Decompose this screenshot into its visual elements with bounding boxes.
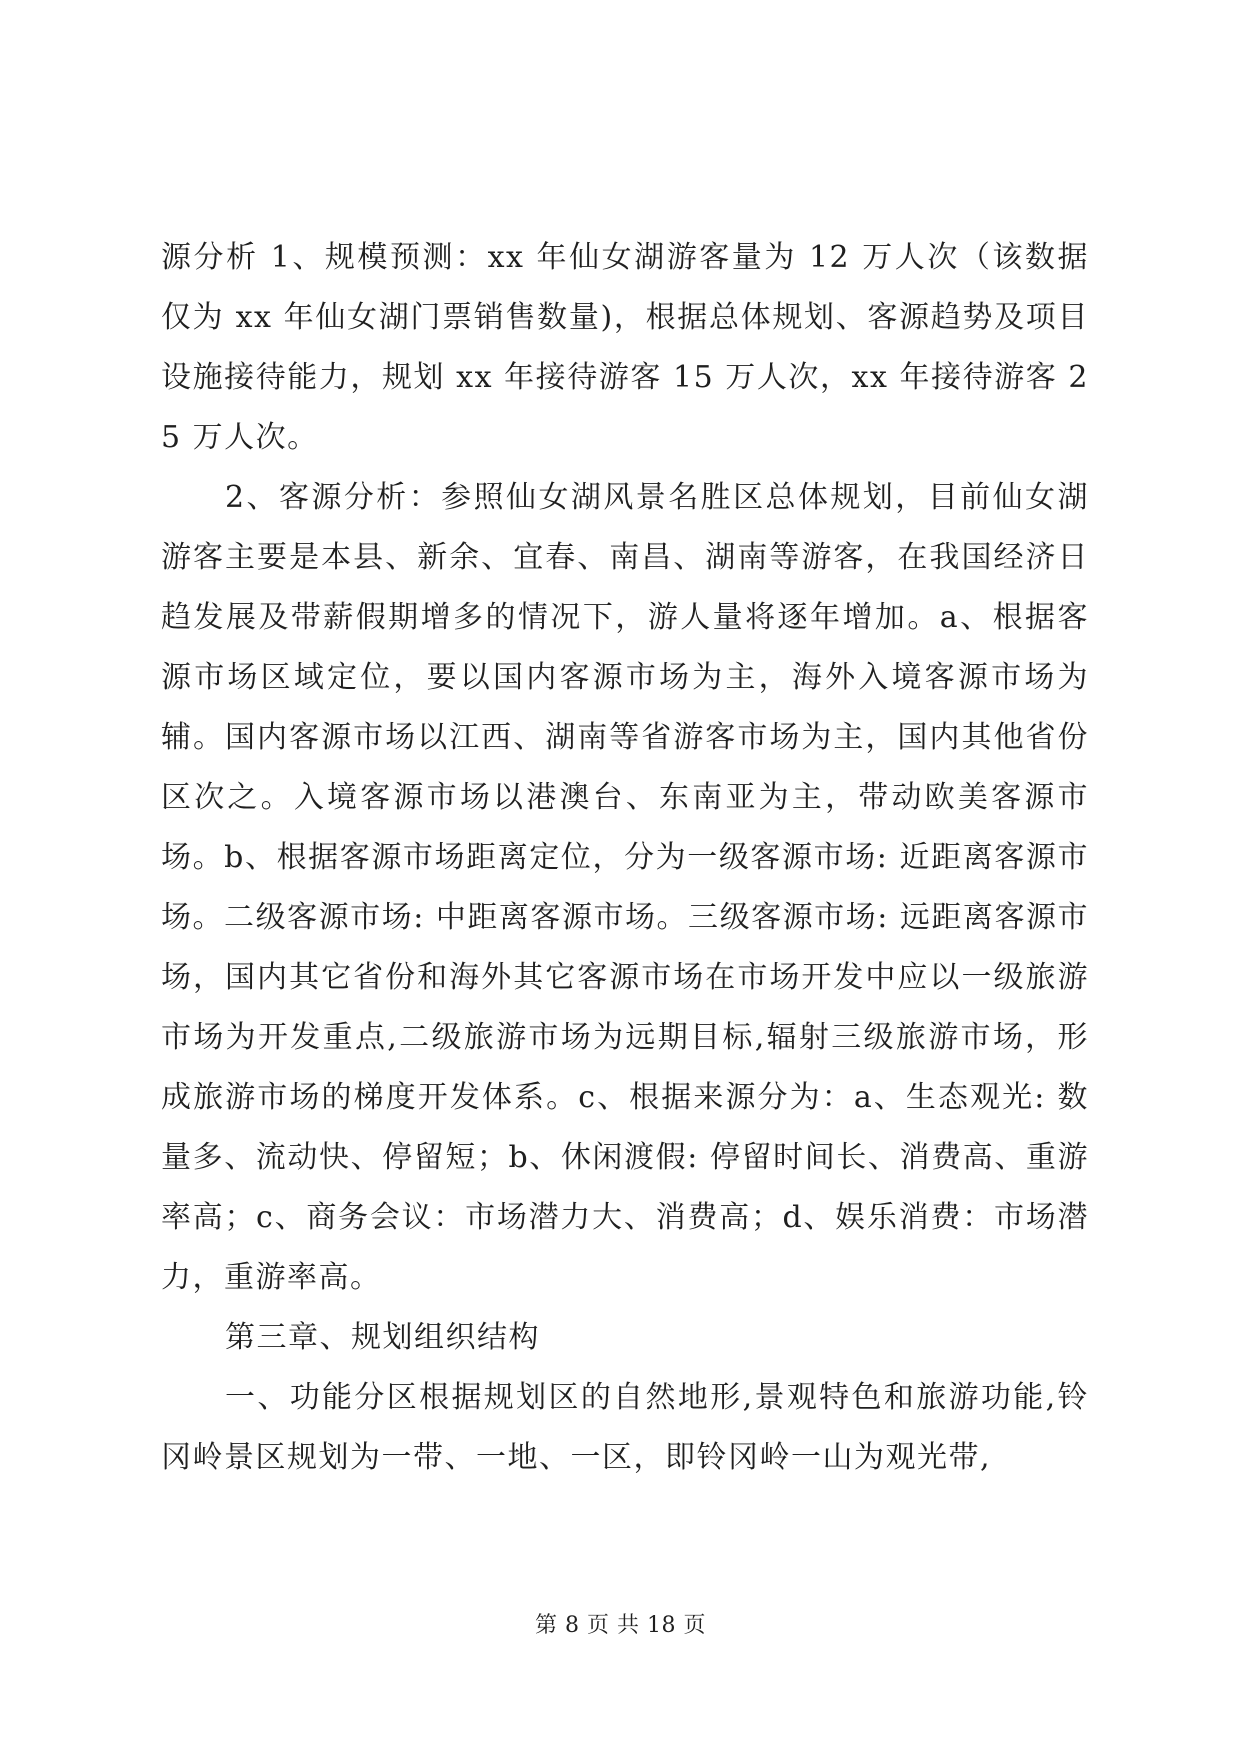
- paragraph-functional-zoning: 一、功能分区根据规划区的自然地形,景观特色和旅游功能,铃冈岭景区规划为一带、一地、一区，即铃冈岭一山为观光带,: [161, 1380, 1089, 1475]
- paragraph-source-analysis: 2、客源分析：参照仙女湖风景名胜区总体规划，目前仙女湖游客主要是本县、新余、宜春、南昌、湖南等游客，在我国经济日趋发展及带薪假期增多的情况下，游人量将逐年增加。a、根据客源市场区域定位，要以国内客源市场为主，海外入境客源市场为辅。国内客源市场以江西、湖南等省游客市场为主，国内其他省份区次之。入境客源市场以港澳台、东南亚为主，带动欧美客源市场。b、根据客源市场距离定位，分为一级客源市场: 近距离客源市场。二级客源市场: 中距离客源市场。三级客源市场: 远距离客源市场，国内其它省份和海外其它客源市场在市场开发中应以一级旅游市场为开发重点,二级旅游市场为远期目标,辐射三级旅游市场，形成旅游市场的梯度开发体系。c、根据来源分为：a、生态观光: 数量多、流动快、停留短；b、休闲渡假: 停留时间长、消费高、重游率高；c、商务会议：市场潜力大、消费高；d、娱乐消费：市场潜力，重游率高。: [161, 480, 1089, 1295]
- chapter-heading: 第三章、规划组织结构: [225, 1320, 540, 1355]
- page-number-footer: 第 8 页 共 18 页: [535, 1613, 706, 1638]
- paragraph-source-forecast: 源分析 1、规模预测：xx 年仙女湖游客量为 12 万人次（该数据仅为 xx 年仙女湖门票销售数量)，根据总体规划、客源趋势及项目设施接待能力，规划 xx 年接待游客 15 万人次，xx 年接待游客 25 万人次。: [161, 240, 1089, 455]
- document-body: [161, 228, 1089, 1488]
